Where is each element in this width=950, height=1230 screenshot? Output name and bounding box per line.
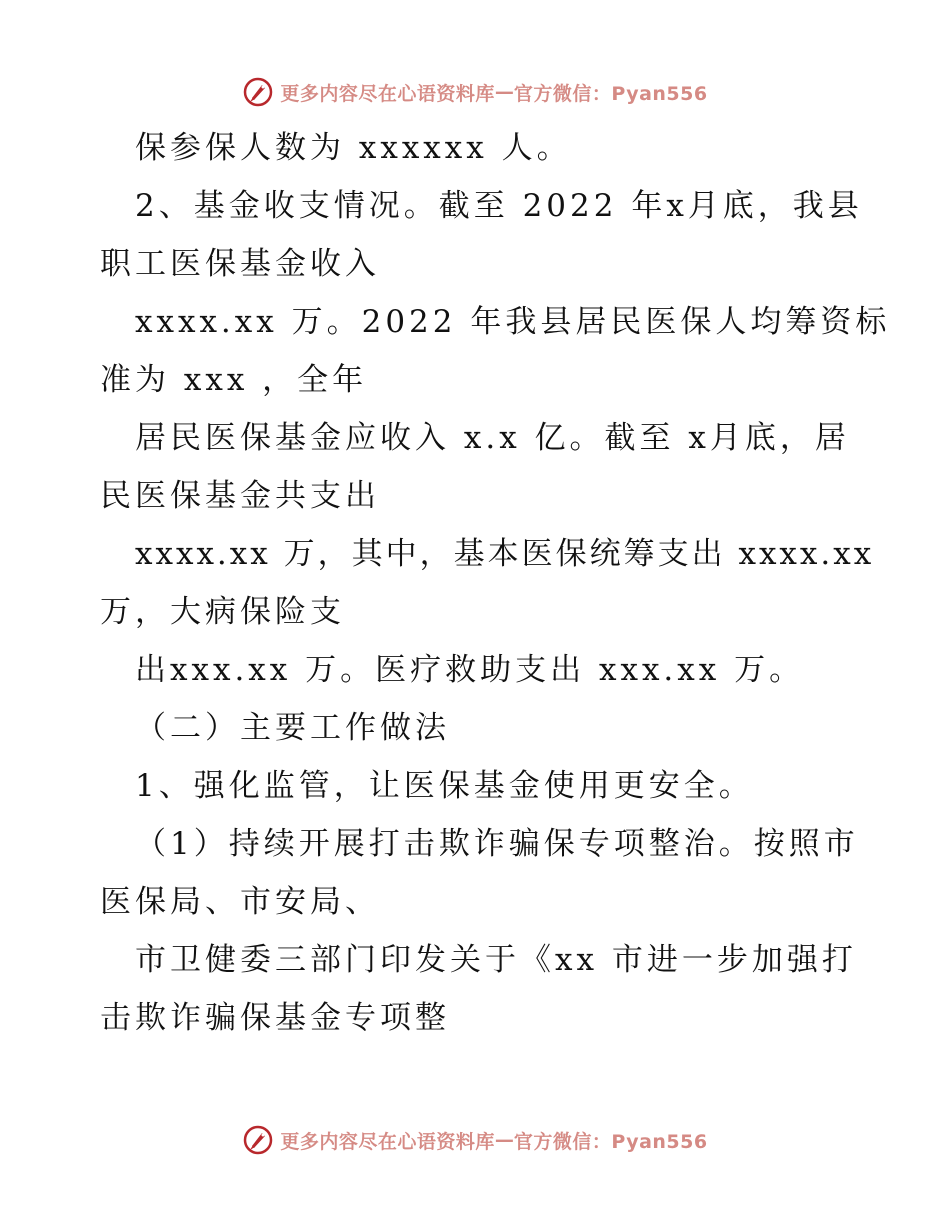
banner-separator: — — [494, 1129, 514, 1151]
body-line: （1）持续开展打击欺诈骗保专项整治。按照市 — [135, 826, 859, 862]
section-heading: （二）主要工作做法 — [135, 710, 450, 746]
body-line: 万，大病保险支 — [100, 594, 345, 630]
body-line: 1、强化监管，让医保基金使用更安全。 — [135, 768, 754, 804]
banner-wechat: 官方微信：Pyan556 — [513, 1130, 708, 1153]
body-line: 职工医保基金收入 — [100, 246, 380, 282]
banner-text: 更多内容尽在心语资料库 — [280, 82, 495, 105]
body-line: 准为 xxx ，全年 — [100, 362, 368, 398]
banner-separator: — — [494, 81, 514, 103]
body-line: 市卫健委三部门印发关于《xx 市进一步加强打 — [135, 942, 857, 978]
body-line: 居民医保基金应收入 x.x 亿。截至 x月底，居 — [135, 420, 850, 456]
body-line: 医保局、市安局、 — [100, 884, 380, 920]
body-line: 民医保基金共支出 — [100, 478, 380, 514]
header-banner — [0, 72, 950, 112]
banner-text: 更多内容尽在心语资料库 — [280, 1130, 495, 1153]
pen-nib-logo-icon — [242, 1124, 274, 1156]
pen-nib-logo-icon — [242, 76, 274, 108]
body-line: 保参保人数为 xxxxxx 人。 — [135, 130, 572, 166]
banner-wechat: 官方微信：Pyan556 — [513, 82, 708, 105]
body-line: 击欺诈骗保基金专项整 — [100, 1000, 450, 1036]
body-line: 出xxx.xx 万。医疗救助支出 xxx.xx 万。 — [135, 652, 805, 688]
body-line: 2、基金收支情况。截至 2022 年x月底，我县 — [135, 188, 863, 224]
body-line: xxxx.xx 万。2022 年我县居民医保人均筹资标 — [135, 304, 891, 340]
footer-banner — [0, 1120, 950, 1160]
body-line: xxxx.xx 万，其中，基本医保统筹支出 xxxx.xx — [135, 536, 875, 572]
